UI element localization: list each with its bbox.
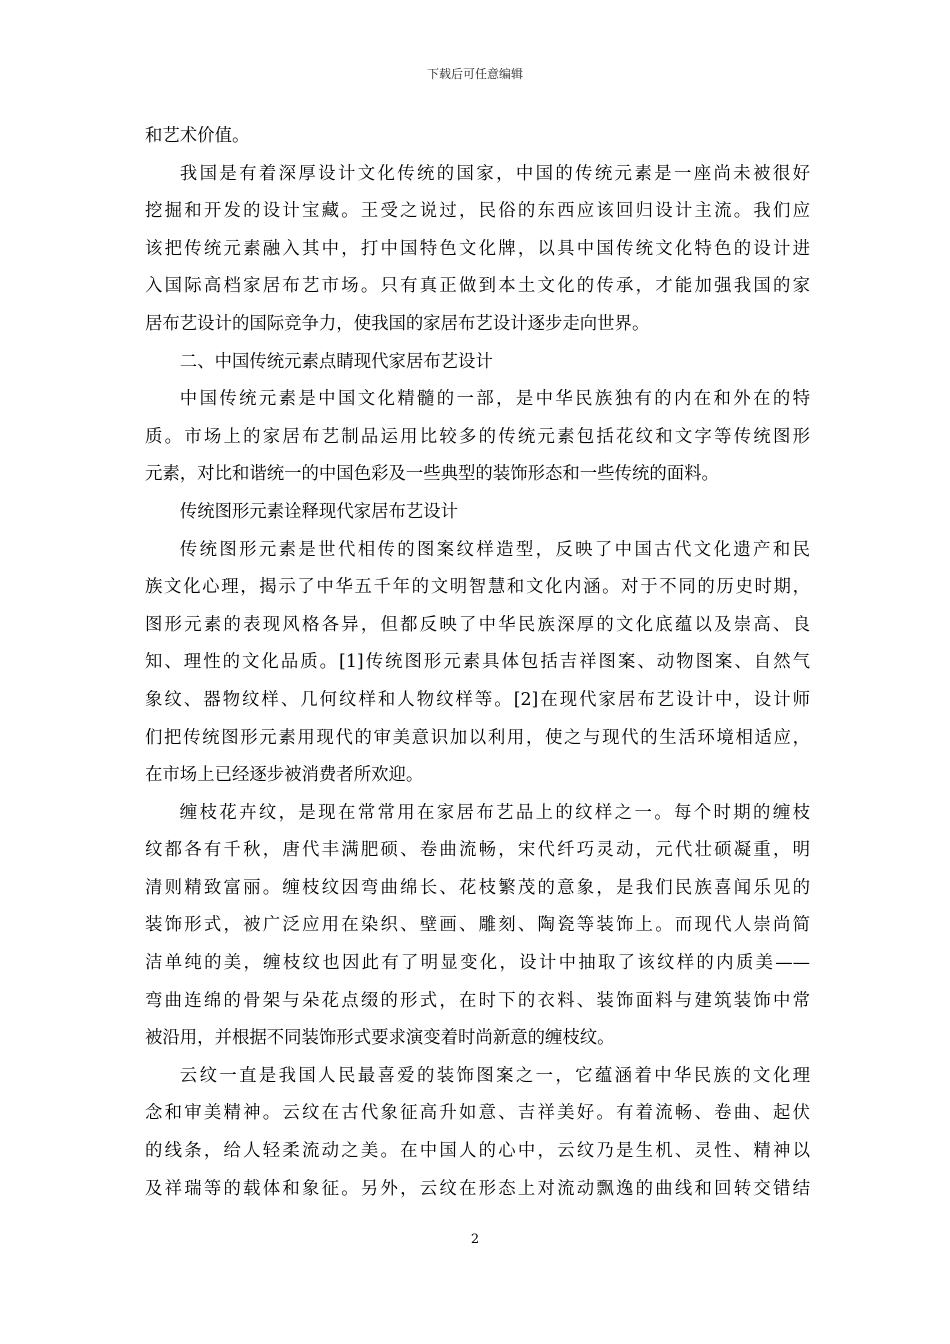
paragraph <box>145 118 810 156</box>
paragraph <box>145 795 810 1058</box>
text-line: 洁单纯的美，缠枝纹也因此有了明显变化，设计中抽取了该纹样的内质美—— <box>145 953 810 974</box>
text-line: 中国传统元素是中国文化精髓的一部，是中华民族独有的内在和外在的特 <box>179 389 810 410</box>
text-line: 该把传统元素融入其中，打中国特色文化牌，以具中国传统文化特色的设计进 <box>145 238 810 259</box>
paragraph <box>145 381 810 494</box>
text-line: 弯曲连绵的骨架与朵花点缀的形式，在时下的衣料、装饰面料与建筑装饰中常 <box>145 990 810 1011</box>
page-footer <box>0 1231 950 1249</box>
page-header <box>0 66 950 82</box>
text-line: 缠枝花卉纹，是现在常常用在家居布艺品上的纹样之一。每个时期的缠枝 <box>179 802 810 823</box>
text-line: 念和审美精神。云纹在古代象征高升如意、吉祥美好。有着流畅、卷曲、起伏 <box>145 1103 810 1124</box>
document-body <box>145 118 810 1208</box>
text-line: 知、理性的文化品质。[1]传统图形元素具体包括吉祥图案、动物图案、自然气 <box>145 652 810 673</box>
text-line: 元素，对比和谐统一的中国色彩及一些典型的装饰形态和一些传统的面料。 <box>145 464 719 485</box>
paragraph <box>145 1058 810 1208</box>
paragraph <box>145 532 810 795</box>
text-line: 传统图形元素诠释现代家居布艺设计 <box>179 501 459 522</box>
text-line: 装饰形式，被广泛应用在染织、壁画、雕刻、陶瓷等装饰上。而现代人崇尚简 <box>145 915 810 936</box>
text-line: 传统图形元素是世代相传的图案纹样造型，反映了中国古代文化遗产和民 <box>179 539 810 560</box>
text-line: 族文化心理，揭示了中华五千年的文明智慧和文化内涵。对于不同的历史时期， <box>145 577 810 598</box>
page-number: 2 <box>470 1232 480 1247</box>
text-line: 图形元素的表现风格各异，但都反映了中华民族深厚的文化底蕴以及崇高、良 <box>145 614 810 635</box>
text-line: 居布艺设计的国际竞争力，使我国的家居布艺设计逐步走向世界。 <box>145 313 650 334</box>
text-line: 的线条，给人轻柔流动之美。在中国人的心中，云纹乃是生机、灵性、精神以 <box>145 1141 810 1162</box>
text-line: 及祥瑞等的载体和象征。另外，云纹在形态上对流动飘逸的曲线和回转交错结 <box>145 1178 810 1199</box>
text-line: 在市场上已经逐步被消费者所欢迎。 <box>145 765 424 786</box>
text-line: 和艺术价值。 <box>145 126 250 146</box>
text-line: 被沿用，并根据不同装饰形式要求演变着时尚新意的缠枝纹。 <box>145 1028 615 1049</box>
text-line: 纹都各有千秋，唐代丰满肥硕、卷曲流畅，宋代纤巧灵动，元代壮硕凝重，明 <box>145 840 810 861</box>
text-line: 云纹一直是我国人民最喜爱的装饰图案之一，它蕴涵着中华民族的文化理 <box>179 1065 810 1086</box>
text-line: 入国际高档家居布艺市场。只有真正做到本土文化的传承，才能加强我国的家 <box>145 276 810 297</box>
header-note: 下载后可任意编辑 <box>426 67 523 81</box>
text-line: 象纹、器物纹样、几何纹样和人物纹样等。[2]在现代家居布艺设计中，设计师 <box>145 689 810 710</box>
text-line: 清则精致富丽。缠枝纹因弯曲绵长、花枝繁茂的意象，是我们民族喜闻乐见的 <box>145 877 810 898</box>
text-line: 质。市场上的家居布艺制品运用比较多的传统元素包括花纹和文字等传统图形 <box>145 426 810 447</box>
text-line: 挖掘和开发的设计宝藏。王受之说过，民俗的东西应该回归设计主流。我们应 <box>145 201 810 222</box>
text-line: 们把传统图形元素用现代的审美意识加以利用，使之与现代的生活环境相适应， <box>145 727 810 748</box>
paragraph <box>145 156 810 344</box>
paragraph <box>145 494 810 532</box>
text-line: 二、中国传统元素点睛现代家居布艺设计 <box>179 351 493 372</box>
paragraph <box>145 344 810 382</box>
text-line: 我国是有着深厚设计文化传统的国家，中国的传统元素是一座尚未被很好 <box>179 163 810 184</box>
